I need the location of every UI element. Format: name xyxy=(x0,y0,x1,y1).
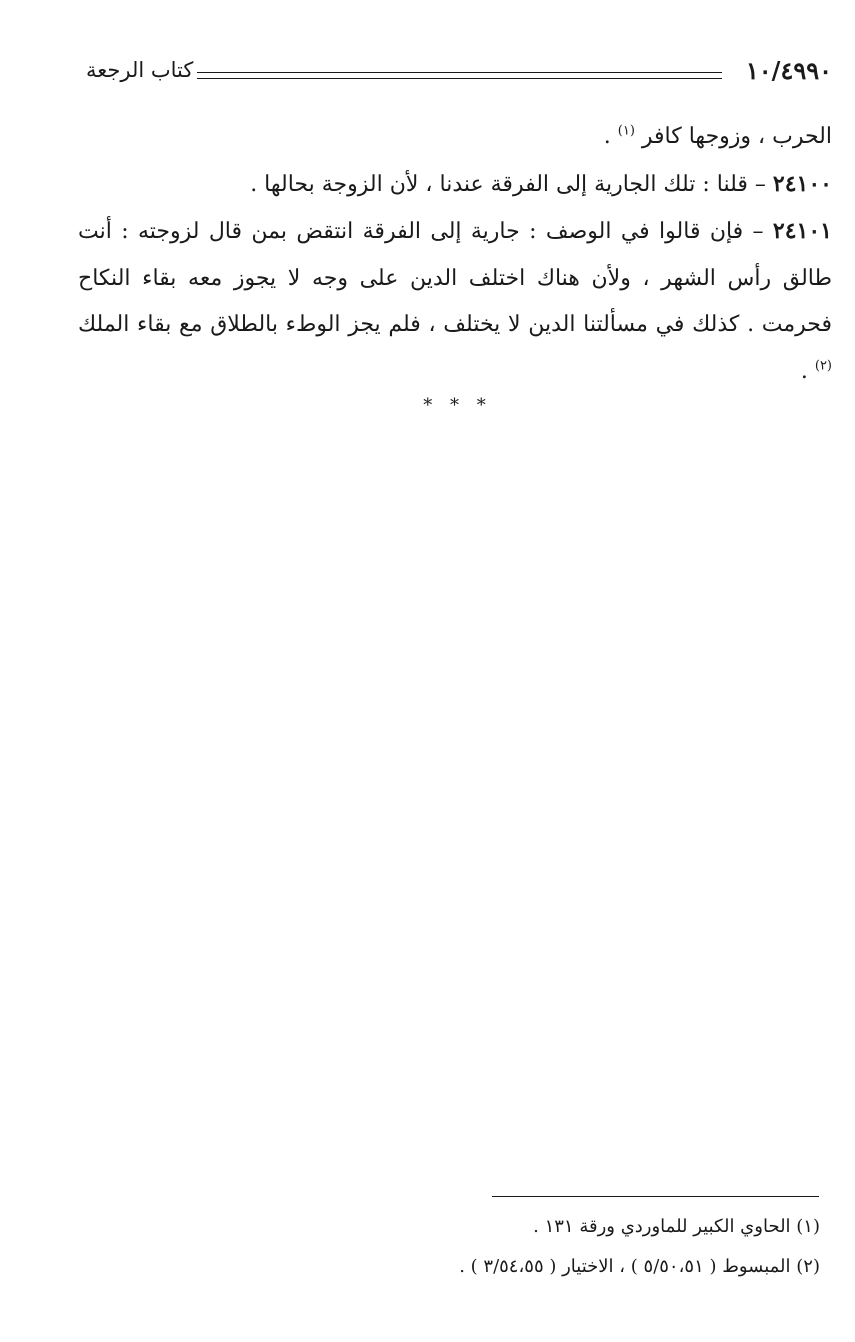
page-reference: ١٠/٤٩٩٠ xyxy=(745,56,832,85)
chapter-title: كتاب الرجعة xyxy=(86,58,194,82)
footnotes xyxy=(300,1207,820,1287)
paragraph-24100 xyxy=(78,161,832,209)
header-double-rule xyxy=(197,72,722,79)
continuation-text: الحرب ، وزوجها كافر xyxy=(634,124,832,149)
paragraph-end: . xyxy=(800,358,815,384)
footnote-1: (١) الحاوي الكبير للماوردي ورقة ١٣١ . xyxy=(533,1216,820,1237)
paragraph-number: ٢٤١٠٠ xyxy=(772,170,832,197)
paragraph-text: – قلنا : تلك الجارية إلى الفرقة عندنا ، لأن الزوجة بحالها . xyxy=(250,171,773,197)
paragraph-text: – فإن قالوا في الوصف : جارية إلى الفرقة انتقض بمن قال لزوجته : أنت طالق رأس الشهر ، ولأن هناك اختلف الدين على وجه لا يجوز معه بقاء النكاح فحرمت . كذلك في مسألتنا الدين لا يختلف ، فلم يجز الوطء بالطلاق مع بقاء الملك xyxy=(78,219,832,337)
footnote-ref-1[interactable]: (١) xyxy=(617,123,635,139)
continuation-end: . xyxy=(603,124,618,149)
paragraph-number: ٢٤١٠١ xyxy=(772,218,832,244)
continuation-line xyxy=(78,114,832,161)
footnote-2: (٢) المبسوط ( ٥/٥٠،٥١ ) ، الاختيار ( ٣/٥٤،٥٥ ) . xyxy=(459,1256,820,1277)
main-text xyxy=(78,114,832,395)
paragraph-24101 xyxy=(78,208,832,395)
footnote-ref-2[interactable]: (٢) xyxy=(814,358,832,374)
running-header xyxy=(86,56,832,90)
footnote-divider xyxy=(492,1196,819,1197)
section-separator: * * * xyxy=(423,395,492,416)
